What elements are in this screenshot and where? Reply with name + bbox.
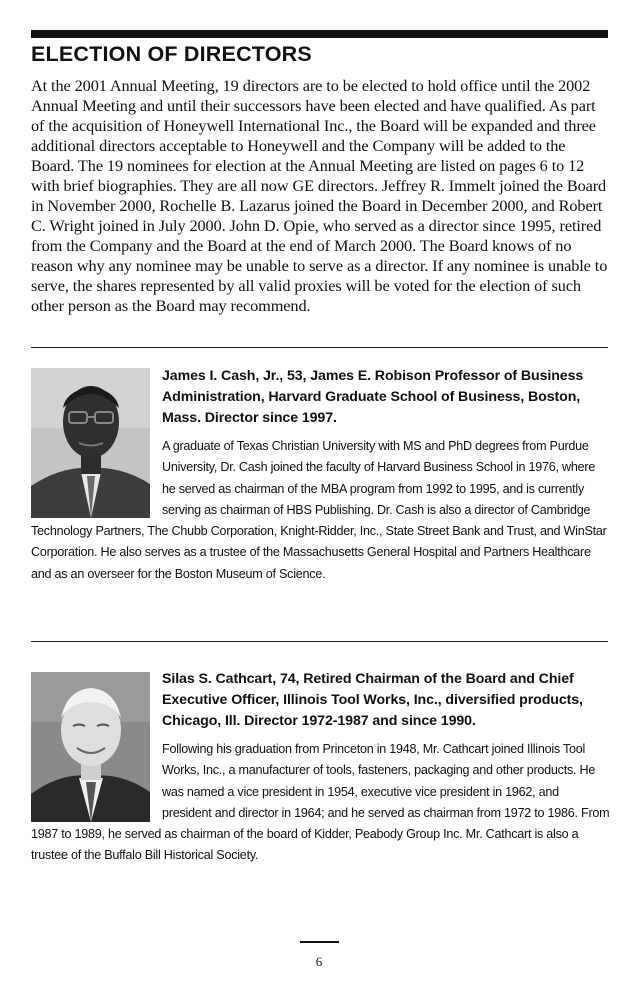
top-rule	[31, 30, 608, 38]
director-bio: A graduate of Texas Christian University with MS and PhD degrees from Purdue University, Dr. Cash joined the faculty of Harvard Business School in 1976, where he served as chairman of the MBA program from 1992 to 1995, and is currently serving as chairman of HBS Publishing. Dr. Cash is also a director of Cambridge Technology Partners, The Chubb Corporation, Knight-Ridder, Inc., State Street Bank and Trust, and WinStar Corporation. He also serves as a trustee of the Massachusetts General Hospital and Partners Healthcare and as an overseer for the Boston Museum of Science.	[31, 439, 607, 581]
page-number: 6	[315, 954, 323, 969]
page-number-rule	[300, 941, 339, 943]
intro-paragraph: At the 2001 Annual Meeting, 19 directors are to be elected to hold office until the 2002 Annual Meeting and until their successors have been elected and have qualified. As part of the acquisition of Honeywell International Inc., the Board will be expanded and three additional directors acceptable to Honeywell and the Company will be added to the Board. The 19 nominees for election at the Annual Meeting are listed on pages 6 to 12 with brief biographies. They are all now GE directors. Jeffrey R. Immelt joined the Board in November 2000, Rochelle B. Lazarus joined the Board in December 2000, and Robert C. Wright joined in July 2000. John D. Opie, who served as a director since 1995, retired from the Company and the Board at the end of March 2000. The Board knows of no reason why any nominee may be unable to serve as a director. If any nominee is unable to serve, the shares represented by all valid proxies will be voted for the election of such other person as the Board may recommend.	[31, 76, 608, 315]
section-title: ELECTION OF DIRECTORS	[31, 42, 312, 66]
divider-1	[31, 347, 608, 348]
director-headline: James I. Cash, Jr., 53, James E. Robison Professor of Business Administration, Harvard Graduate School of Business, Boston, Mass. Director since 1997.	[162, 368, 584, 426]
director-entry-cathcart	[31, 669, 611, 867]
divider-2	[31, 641, 608, 642]
photo-spacer	[31, 669, 162, 821]
director-headline: Silas S. Cathcart, 74, Retired Chairman of the Board and Chief Executive Officer, Illinois Tool Works, Inc., diversified products, Chicago, Ill. Director 1972-1987 and since 1990.	[162, 671, 583, 729]
photo-spacer	[31, 366, 162, 518]
director-entry-cash	[31, 366, 611, 585]
director-bio: Following his graduation from Princeton in 1948, Mr. Cathcart joined Illinois Tool Works, Inc., a manufacturer of tools, fasteners, packaging and other products. He was named a vice president in 1954, executive vice president in 1962, and president and director in 1964; and he served as chairman from 1972 to 1986. From 1987 to 1989, he served as chairman of the board of Kidder, Peabody Group Inc. Mr. Cathcart is also a trustee of the Buffalo Bill Historical Society.	[31, 742, 610, 863]
